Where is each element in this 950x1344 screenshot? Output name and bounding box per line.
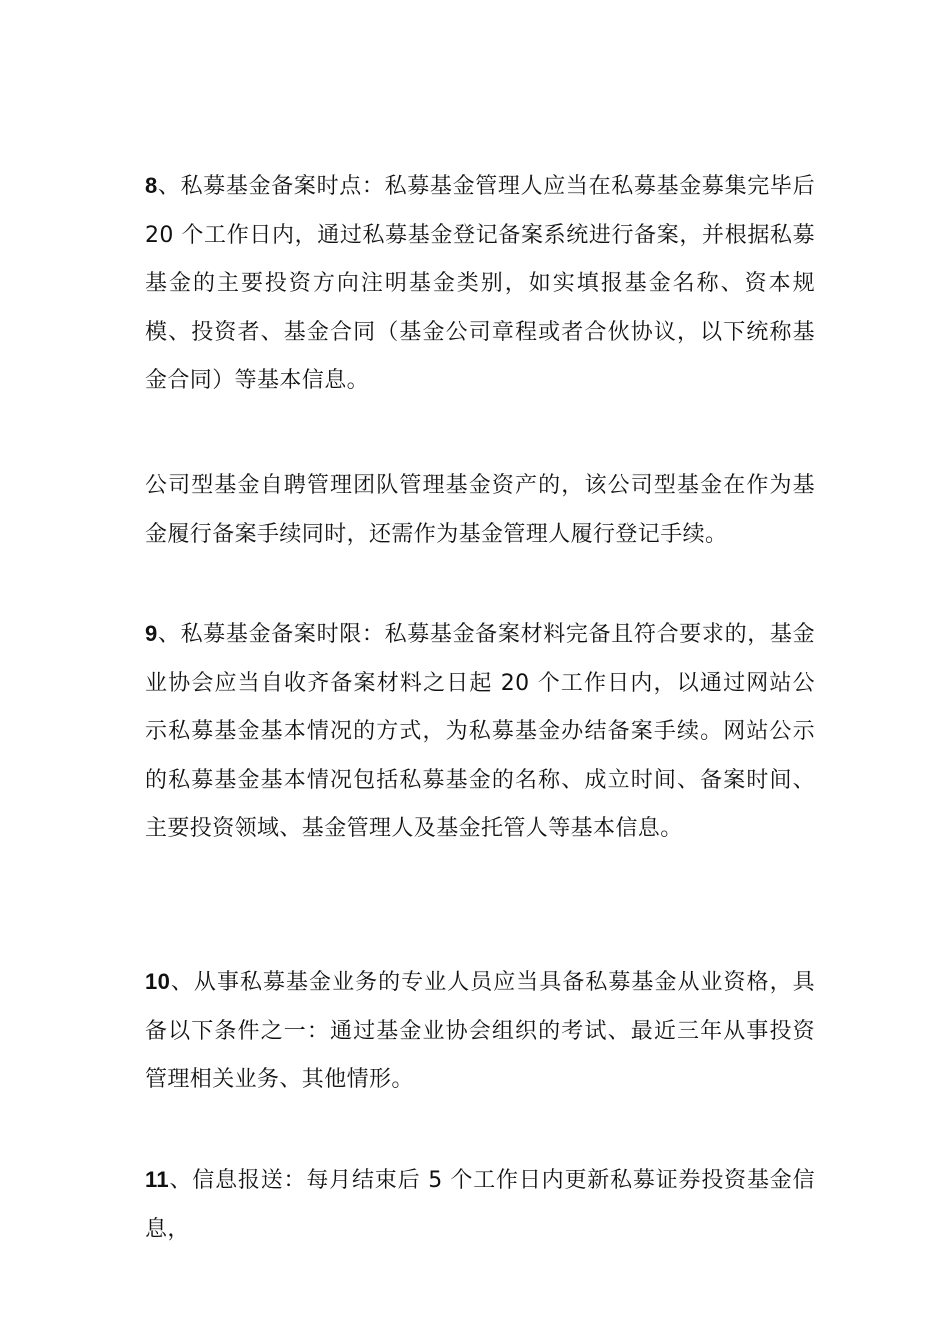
paragraph-8 — [145, 162, 815, 406]
paragraph-company-fund — [145, 462, 815, 559]
item-number: 10 — [145, 969, 171, 994]
paragraph-text: 、信息报送：每月结束后 5 个工作日内更新私募证券投资基金信息， — [145, 1168, 815, 1242]
paragraph-text: 、私募基金备案时限：私募基金备案材料完备且符合要求的，基金业协会应当自收齐备案材料之日起 20 个工作日内，以通过网站公示私募基金基本情况的方式，为私募基金办结备案手续。网站公示的私募基金基本情况包括私募基金的名称、成立时间、备案时间、主要投资领域、基金管理人及基金托管人等基本信息。 — [145, 622, 815, 841]
paragraph-10 — [145, 958, 815, 1105]
item-number: 11 — [145, 1167, 170, 1192]
paragraph-text: 公司型基金自聘管理团队管理基金资产的，该公司型基金在作为基金履行备案手续同时，还需作为基金管理人履行登记手续。 — [145, 473, 815, 547]
paragraph-9 — [145, 610, 815, 854]
paragraph-text: 、从事私募基金业务的专业人员应当具备私募基金从业资格，具备以下条件之一：通过基金业协会组织的考试、最近三年从事投资管理相关业务、其他情形。 — [145, 970, 815, 1092]
item-number: 8 — [145, 173, 158, 198]
paragraph-11 — [145, 1156, 815, 1254]
paragraph-text: 、私募基金备案时点：私募基金管理人应当在私募基金募集完毕后20 个工作日内，通过私募基金登记备案系统进行备案，并根据私募基金的主要投资方向注明基金类别，如实填报基金名称、资本规模、投资者、基金合同（基金公司章程或者合伙协议，以下统称基金合同）等基本信息。 — [145, 174, 815, 393]
item-number: 9 — [145, 621, 158, 646]
